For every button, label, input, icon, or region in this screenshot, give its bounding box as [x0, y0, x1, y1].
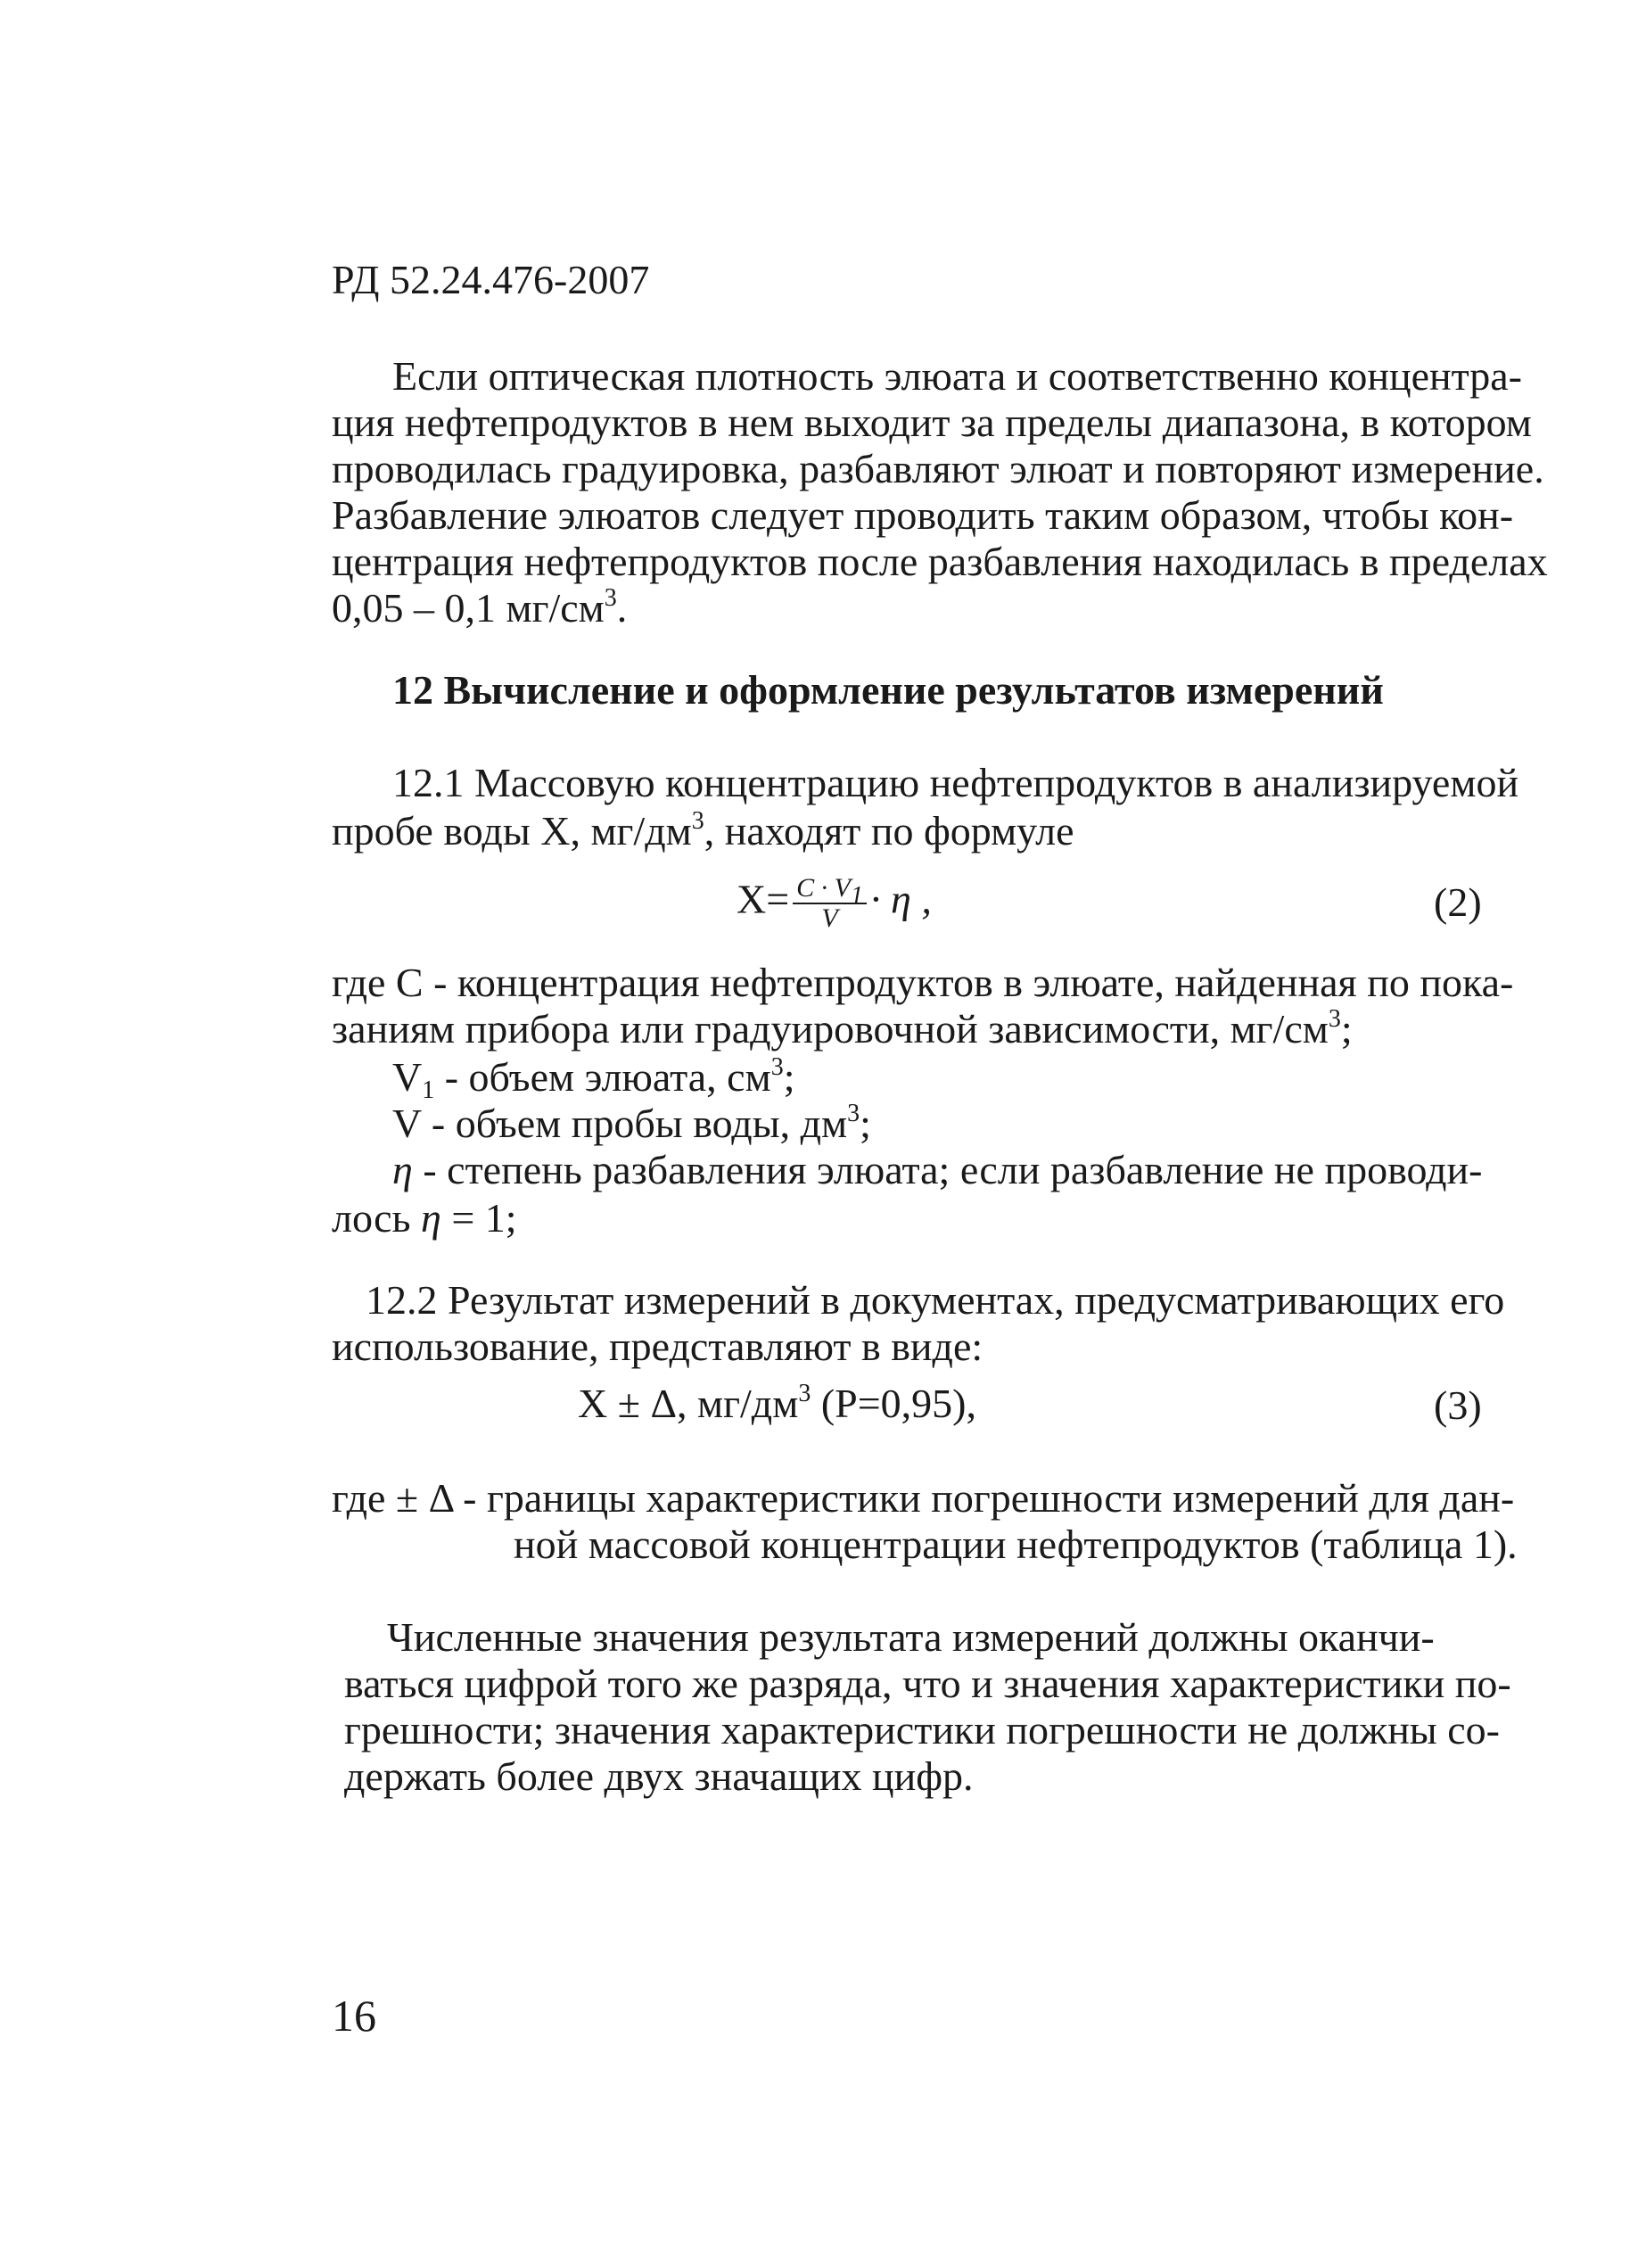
paragraph-line: ция нефтепродуктов в нем выходит за пределы диапазона, в котором	[332, 400, 1532, 445]
definition-v	[392, 1099, 871, 1149]
definition-eta	[392, 1145, 1487, 1195]
formula-2	[737, 874, 932, 933]
paragraph-line: Разбавление элюатов следует проводить таким образом, чтобы кон-	[332, 492, 1514, 538]
symbol-v: V	[392, 1054, 423, 1100]
range-text: 0,05 – 0,1 мг/см	[332, 585, 605, 631]
definition-line	[332, 1004, 1353, 1054]
superscript: 3	[798, 1380, 811, 1407]
text-run: - объем элюата, см	[434, 1054, 771, 1100]
definition-v1	[392, 1052, 794, 1102]
text-run: пробе воды Х, мг/дм	[332, 808, 692, 854]
text-run: Х ± Δ, мг/дм	[578, 1381, 799, 1426]
paragraph-line: Численные значения результата измерений должны оканчи-	[387, 1614, 1435, 1660]
superscript: 3	[604, 584, 617, 612]
punctuation: .	[616, 585, 628, 631]
formula-3	[578, 1379, 976, 1429]
paragraph-line: 12.1 Массовую концентрацию нефтепродуктов в анализируемой	[392, 760, 1519, 805]
text-run: ;	[1340, 1006, 1353, 1052]
paragraph-line: центрация нефтепродуктов после разбавления находилась в пределах	[332, 539, 1548, 584]
paragraph-line: держать более двух значащих цифр.	[344, 1753, 974, 1799]
section-heading: 12 Вычисление и оформление результатов измерений	[392, 667, 1384, 713]
text-run: лось	[332, 1195, 421, 1241]
symbol-eta: η	[392, 1147, 413, 1192]
superscript: 3	[1328, 1005, 1341, 1033]
superscript: 3	[691, 807, 704, 835]
definition-eta-cont	[332, 1193, 517, 1243]
punctuation: ;	[783, 1054, 795, 1100]
subscript: 1	[422, 1076, 435, 1104]
definition-line: где С - концентрация нефтепродуктов в элюате, найденная по пока-	[332, 960, 1514, 1005]
definition-line: где ± Δ - границы характеристики погрешности измерений для дан-	[332, 1475, 1515, 1521]
text-run: (Р=0,95),	[811, 1381, 976, 1426]
superscript: 3	[770, 1053, 784, 1081]
document-code: РД 52.24.476-2007	[332, 257, 650, 302]
fraction-numerator: $C \cdot V_1$	[793, 874, 867, 904]
paragraph-line	[332, 806, 1074, 856]
page-number: 16	[332, 1991, 376, 2041]
formula-number: (2)	[1434, 879, 1482, 925]
paragraph-line: использование, представляют в виде:	[332, 1324, 983, 1369]
punctuation: ;	[860, 1101, 871, 1146]
text-run: V - объем пробы воды, дм	[392, 1101, 848, 1146]
formula-number: (3)	[1434, 1382, 1482, 1428]
superscript: 3	[847, 1100, 860, 1127]
definition-line: ной массовой концентрации нефтепродуктов (таблица 1).	[514, 1522, 1518, 1567]
fraction-denominator: V	[821, 903, 838, 933]
paragraph-line: 12.2 Результат измерений в документах, предусматривающих его	[366, 1277, 1505, 1323]
formula-fraction	[793, 874, 867, 933]
formula-tail: · η ,	[870, 876, 932, 922]
paragraph-line: ваться цифрой того же разряда, что и значения характеристики по-	[344, 1661, 1511, 1706]
text-run: - степень разбавления элюата; если разбавление не проводи-	[412, 1147, 1483, 1192]
paragraph-line: Если оптическая плотность элюата и соответственно концентра-	[392, 353, 1522, 399]
paragraph-line: проводилась градуировка, разбавляют элюат и повторяют измерение.	[332, 446, 1544, 491]
text-run: заниям прибора или градуировочной зависимости, мг/см	[332, 1006, 1329, 1052]
text-run: , находят по формуле	[704, 808, 1074, 854]
text-run: = 1;	[440, 1195, 517, 1241]
symbol-eta: η	[421, 1195, 441, 1241]
paragraph-line	[332, 583, 627, 633]
paragraph-line: грешности; значения характеристики погрешности не должны со-	[344, 1707, 1500, 1753]
formula-lhs: Х=	[737, 876, 790, 922]
